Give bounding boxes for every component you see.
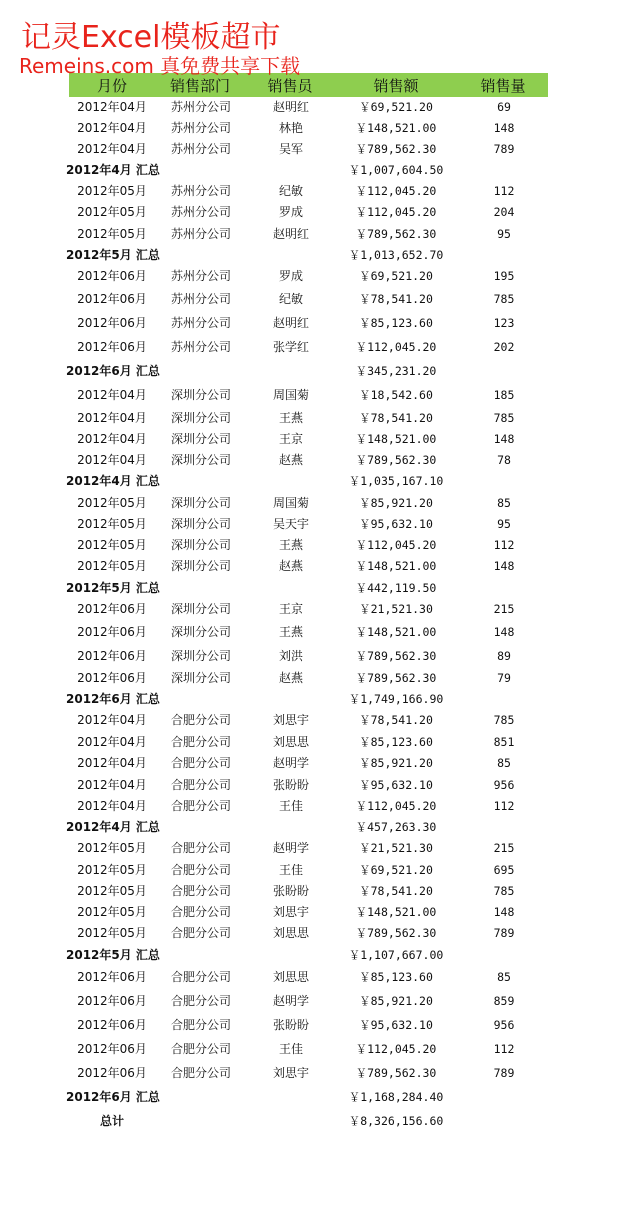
cell-department: 深圳分公司 <box>170 625 232 639</box>
cell-salesperson: 赵明学 <box>272 994 310 1008</box>
cell-sales-quantity: 112 <box>493 538 515 552</box>
cell-month: 2012年06月 <box>77 671 147 685</box>
cell-department: 苏州分公司 <box>170 340 232 354</box>
subtotal-label: 2012年5月 汇总 <box>66 248 160 262</box>
cell-sales-quantity: 78 <box>497 453 511 467</box>
cell-month: 2012年06月 <box>77 602 147 616</box>
cell-month: 2012年04月 <box>77 142 147 156</box>
cell-salesperson: 赵明红 <box>272 100 310 114</box>
table-row <box>0 838 617 858</box>
cell-sales-amount: ￥21,521.30 <box>359 841 433 855</box>
cell-sales-quantity: 859 <box>493 994 515 1008</box>
subtotal-amount: ￥1,007,604.50 <box>348 163 444 177</box>
table-row <box>0 97 617 117</box>
table-row <box>0 385 617 405</box>
cell-sales-amount: ￥85,921.20 <box>359 756 433 770</box>
cell-sales-amount: ￥95,632.10 <box>359 517 433 531</box>
cell-sales-quantity: 112 <box>493 1042 515 1056</box>
cell-sales-quantity: 202 <box>493 340 515 354</box>
table-row <box>0 991 617 1011</box>
cell-sales-amount: ￥148,521.00 <box>355 432 437 446</box>
cell-sales-quantity: 956 <box>493 778 515 792</box>
header-month: 月份 <box>96 77 128 95</box>
cell-salesperson: 赵燕 <box>278 559 304 573</box>
subtotal-row <box>0 1087 617 1107</box>
cell-salesperson: 周国菊 <box>272 496 310 510</box>
cell-salesperson: 王燕 <box>278 411 304 425</box>
header-sales-amount: 销售额 <box>373 77 419 95</box>
cell-month: 2012年04月 <box>77 778 147 792</box>
cell-salesperson: 赵明红 <box>272 227 310 241</box>
cell-sales-quantity: 789 <box>493 926 515 940</box>
cell-sales-amount: ￥85,921.20 <box>359 496 433 510</box>
cell-department: 合肥分公司 <box>170 1066 232 1080</box>
cell-sales-quantity: 69 <box>497 100 511 114</box>
cell-salesperson: 王京 <box>278 432 304 446</box>
cell-sales-quantity: 85 <box>497 970 511 984</box>
cell-sales-amount: ￥112,045.20 <box>355 538 437 552</box>
cell-sales-amount: ￥95,632.10 <box>359 778 433 792</box>
cell-sales-amount: ￥78,541.20 <box>359 713 433 727</box>
cell-department: 深圳分公司 <box>170 432 232 446</box>
cell-salesperson: 刘思思 <box>272 926 310 940</box>
subtotal-row <box>0 245 617 265</box>
table-row <box>0 408 617 428</box>
cell-sales-quantity: 956 <box>493 1018 515 1032</box>
cell-department: 苏州分公司 <box>170 316 232 330</box>
cell-month: 2012年06月 <box>77 269 147 283</box>
cell-month: 2012年06月 <box>77 1066 147 1080</box>
cell-department: 合肥分公司 <box>170 756 232 770</box>
cell-department: 深圳分公司 <box>170 649 232 663</box>
cell-department: 深圳分公司 <box>170 559 232 573</box>
cell-salesperson: 张盼盼 <box>272 884 310 898</box>
watermark-subtitle: Remeins.com 真免费共享下载 <box>19 54 301 78</box>
subtotal-amount: ￥457,263.30 <box>355 820 437 834</box>
cell-salesperson: 刘洪 <box>278 649 304 663</box>
cell-sales-amount: ￥95,632.10 <box>359 1018 433 1032</box>
subtotal-label: 2012年4月 汇总 <box>66 820 160 834</box>
table-row <box>0 860 617 880</box>
cell-month: 2012年05月 <box>77 884 147 898</box>
cell-salesperson: 王佳 <box>278 1042 304 1056</box>
header-department: 销售部门 <box>169 77 231 95</box>
cell-salesperson: 纪敏 <box>278 292 304 306</box>
subtotal-amount: ￥1,035,167.10 <box>348 474 444 488</box>
subtotal-amount: ￥1,107,667.00 <box>348 948 444 962</box>
subtotal-row <box>0 160 617 180</box>
cell-department: 合肥分公司 <box>170 778 232 792</box>
cell-sales-quantity: 148 <box>493 432 515 446</box>
cell-sales-quantity: 215 <box>493 841 515 855</box>
cell-sales-amount: ￥69,521.20 <box>359 863 433 877</box>
cell-department: 深圳分公司 <box>170 671 232 685</box>
cell-salesperson: 王燕 <box>278 538 304 552</box>
cell-sales-quantity: 695 <box>493 863 515 877</box>
cell-salesperson: 赵燕 <box>278 671 304 685</box>
cell-sales-amount: ￥78,541.20 <box>359 292 433 306</box>
cell-sales-amount: ￥148,521.00 <box>355 559 437 573</box>
cell-sales-amount: ￥85,123.60 <box>359 970 433 984</box>
cell-department: 深圳分公司 <box>170 538 232 552</box>
cell-sales-amount: ￥112,045.20 <box>355 340 437 354</box>
cell-salesperson: 纪敏 <box>278 184 304 198</box>
cell-sales-amount: ￥148,521.00 <box>355 625 437 639</box>
cell-department: 苏州分公司 <box>170 100 232 114</box>
cell-month: 2012年06月 <box>77 1018 147 1032</box>
cell-month: 2012年06月 <box>77 625 147 639</box>
table-row <box>0 1039 617 1059</box>
cell-department: 合肥分公司 <box>170 884 232 898</box>
table-row <box>0 622 617 642</box>
cell-salesperson: 吴天宇 <box>272 517 310 531</box>
table-row <box>0 732 617 752</box>
table-row <box>0 313 617 333</box>
table-row <box>0 337 617 357</box>
cell-month: 2012年05月 <box>77 205 147 219</box>
table-row <box>0 556 617 576</box>
cell-sales-quantity: 785 <box>493 411 515 425</box>
cell-sales-quantity: 148 <box>493 905 515 919</box>
cell-month: 2012年06月 <box>77 994 147 1008</box>
cell-salesperson: 赵明学 <box>272 841 310 855</box>
table-row <box>0 923 617 943</box>
cell-sales-amount: ￥148,521.00 <box>355 905 437 919</box>
cell-sales-amount: ￥148,521.00 <box>355 121 437 135</box>
cell-month: 2012年04月 <box>77 756 147 770</box>
table-row <box>0 289 617 309</box>
cell-salesperson: 张盼盼 <box>272 1018 310 1032</box>
cell-salesperson: 张盼盼 <box>272 778 310 792</box>
cell-sales-quantity: 112 <box>493 184 515 198</box>
cell-month: 2012年04月 <box>77 432 147 446</box>
cell-month: 2012年05月 <box>77 517 147 531</box>
cell-month: 2012年04月 <box>77 799 147 813</box>
table-row <box>0 599 617 619</box>
cell-department: 合肥分公司 <box>170 713 232 727</box>
cell-department: 深圳分公司 <box>170 453 232 467</box>
cell-salesperson: 刘思宇 <box>272 905 310 919</box>
cell-month: 2012年04月 <box>77 121 147 135</box>
cell-sales-amount: ￥21,521.30 <box>359 602 433 616</box>
cell-salesperson: 刘思思 <box>272 735 310 749</box>
cell-sales-quantity: 789 <box>493 1066 515 1080</box>
cell-month: 2012年04月 <box>77 713 147 727</box>
table-row <box>0 902 617 922</box>
cell-sales-amount: ￥112,045.20 <box>355 1042 437 1056</box>
watermark-title: 记灵Excel模板超市 <box>21 20 281 55</box>
cell-sales-quantity: 95 <box>497 517 511 531</box>
subtotal-row <box>0 361 617 381</box>
cell-salesperson: 罗成 <box>278 205 304 219</box>
cell-sales-quantity: 95 <box>497 227 511 241</box>
cell-sales-quantity: 851 <box>493 735 515 749</box>
cell-department: 合肥分公司 <box>170 799 232 813</box>
subtotal-amount: ￥1,168,284.40 <box>348 1090 444 1104</box>
table-row <box>0 450 617 470</box>
cell-sales-amount: ￥69,521.20 <box>359 269 433 283</box>
cell-sales-quantity: 123 <box>493 316 515 330</box>
table-row <box>0 881 617 901</box>
cell-sales-quantity: 89 <box>497 649 511 663</box>
cell-sales-quantity: 148 <box>493 559 515 573</box>
cell-salesperson: 王京 <box>278 602 304 616</box>
subtotal-row <box>0 471 617 491</box>
subtotal-label: 2012年6月 汇总 <box>66 1090 160 1104</box>
subtotal-row <box>0 689 617 709</box>
cell-sales-quantity: 148 <box>493 121 515 135</box>
cell-salesperson: 周国菊 <box>272 388 310 402</box>
subtotal-amount: ￥1,749,166.90 <box>348 692 444 706</box>
cell-salesperson: 林艳 <box>278 121 304 135</box>
cell-month: 2012年05月 <box>77 559 147 573</box>
subtotal-label: 2012年5月 汇总 <box>66 581 160 595</box>
table-row <box>0 967 617 987</box>
cell-sales-quantity: 79 <box>497 671 511 685</box>
cell-month: 2012年04月 <box>77 453 147 467</box>
cell-month: 2012年04月 <box>77 100 147 114</box>
cell-month: 2012年06月 <box>77 1042 147 1056</box>
cell-department: 合肥分公司 <box>170 1018 232 1032</box>
table-row <box>0 1015 617 1035</box>
cell-sales-quantity: 785 <box>493 292 515 306</box>
cell-department: 合肥分公司 <box>170 735 232 749</box>
cell-salesperson: 赵明红 <box>272 316 310 330</box>
cell-salesperson: 吴军 <box>278 142 304 156</box>
cell-salesperson: 赵明学 <box>272 756 310 770</box>
cell-month: 2012年05月 <box>77 227 147 241</box>
cell-sales-amount: ￥789,562.30 <box>355 453 437 467</box>
cell-sales-quantity: 185 <box>493 388 515 402</box>
cell-sales-amount: ￥85,921.20 <box>359 994 433 1008</box>
grand-total-row <box>0 1111 617 1131</box>
table-row <box>0 796 617 816</box>
cell-sales-quantity: 785 <box>493 884 515 898</box>
cell-sales-quantity: 112 <box>493 799 515 813</box>
subtotal-row <box>0 817 617 837</box>
header-sales-quantity: 销售量 <box>480 77 526 95</box>
cell-sales-quantity: 789 <box>493 142 515 156</box>
subtotal-amount: ￥345,231.20 <box>355 364 437 378</box>
cell-sales-amount: ￥789,562.30 <box>355 926 437 940</box>
grand-total-amount: ￥8,326,156.60 <box>348 1114 444 1128</box>
cell-salesperson: 张学红 <box>272 340 310 354</box>
cell-department: 苏州分公司 <box>170 269 232 283</box>
cell-department: 合肥分公司 <box>170 1042 232 1056</box>
cell-salesperson: 赵燕 <box>278 453 304 467</box>
subtotal-amount: ￥442,119.50 <box>355 581 437 595</box>
cell-salesperson: 罗成 <box>278 269 304 283</box>
cell-sales-amount: ￥85,123.60 <box>359 735 433 749</box>
table-row <box>0 535 617 555</box>
cell-sales-quantity: 785 <box>493 713 515 727</box>
table-row <box>0 646 617 666</box>
cell-sales-amount: ￥112,045.20 <box>355 184 437 198</box>
cell-month: 2012年04月 <box>77 411 147 425</box>
cell-salesperson: 王佳 <box>278 799 304 813</box>
table-row <box>0 181 617 201</box>
cell-month: 2012年05月 <box>77 496 147 510</box>
cell-month: 2012年04月 <box>77 388 147 402</box>
cell-sales-amount: ￥18,542.60 <box>359 388 433 402</box>
cell-salesperson: 刘思宇 <box>272 713 310 727</box>
header-salesperson: 销售员 <box>267 77 313 95</box>
cell-department: 苏州分公司 <box>170 142 232 156</box>
cell-sales-quantity: 204 <box>493 205 515 219</box>
cell-sales-amount: ￥85,123.60 <box>359 316 433 330</box>
cell-salesperson: 刘思宇 <box>272 1066 310 1080</box>
cell-department: 合肥分公司 <box>170 970 232 984</box>
cell-sales-amount: ￥789,562.30 <box>355 1066 437 1080</box>
table-row <box>0 1063 617 1083</box>
subtotal-label: 2012年6月 汇总 <box>66 364 160 378</box>
grand-total-label: 总计 <box>100 1114 125 1128</box>
subtotal-label: 2012年6月 汇总 <box>66 692 160 706</box>
subtotal-row <box>0 578 617 598</box>
cell-month: 2012年04月 <box>77 735 147 749</box>
cell-department: 深圳分公司 <box>170 496 232 510</box>
cell-month: 2012年05月 <box>77 863 147 877</box>
table-row <box>0 266 617 286</box>
cell-department: 苏州分公司 <box>170 205 232 219</box>
table-row <box>0 710 617 730</box>
table-row <box>0 224 617 244</box>
cell-department: 苏州分公司 <box>170 292 232 306</box>
cell-department: 苏州分公司 <box>170 227 232 241</box>
table-row <box>0 118 617 138</box>
cell-sales-amount: ￥112,045.20 <box>355 205 437 219</box>
cell-department: 合肥分公司 <box>170 863 232 877</box>
cell-month: 2012年06月 <box>77 292 147 306</box>
table-row <box>0 753 617 773</box>
cell-sales-amount: ￥789,562.30 <box>355 671 437 685</box>
table-row <box>0 139 617 159</box>
cell-month: 2012年05月 <box>77 841 147 855</box>
cell-department: 深圳分公司 <box>170 411 232 425</box>
cell-department: 苏州分公司 <box>170 121 232 135</box>
cell-month: 2012年06月 <box>77 649 147 663</box>
cell-month: 2012年06月 <box>77 970 147 984</box>
cell-department: 苏州分公司 <box>170 184 232 198</box>
cell-sales-amount: ￥112,045.20 <box>355 799 437 813</box>
cell-month: 2012年06月 <box>77 316 147 330</box>
cell-sales-quantity: 85 <box>497 756 511 770</box>
table-row <box>0 775 617 795</box>
subtotal-row <box>0 945 617 965</box>
table-row <box>0 429 617 449</box>
cell-sales-amount: ￥789,562.30 <box>355 227 437 241</box>
cell-sales-amount: ￥78,541.20 <box>359 411 433 425</box>
cell-department: 合肥分公司 <box>170 905 232 919</box>
cell-department: 合肥分公司 <box>170 994 232 1008</box>
cell-sales-quantity: 148 <box>493 625 515 639</box>
subtotal-label: 2012年4月 汇总 <box>66 163 160 177</box>
cell-sales-quantity: 215 <box>493 602 515 616</box>
cell-salesperson: 王燕 <box>278 625 304 639</box>
cell-salesperson: 王佳 <box>278 863 304 877</box>
subtotal-amount: ￥1,013,652.70 <box>348 248 444 262</box>
cell-sales-amount: ￥69,521.20 <box>359 100 433 114</box>
subtotal-label: 2012年4月 汇总 <box>66 474 160 488</box>
cell-department: 合肥分公司 <box>170 926 232 940</box>
table-row <box>0 493 617 513</box>
cell-month: 2012年05月 <box>77 905 147 919</box>
cell-sales-quantity: 195 <box>493 269 515 283</box>
cell-month: 2012年05月 <box>77 926 147 940</box>
cell-month: 2012年05月 <box>77 538 147 552</box>
table-row <box>0 202 617 222</box>
cell-salesperson: 刘思思 <box>272 970 310 984</box>
cell-sales-quantity: 85 <box>497 496 511 510</box>
table-row <box>0 514 617 534</box>
subtotal-label: 2012年5月 汇总 <box>66 948 160 962</box>
cell-department: 深圳分公司 <box>170 388 232 402</box>
table-row <box>0 668 617 688</box>
cell-department: 合肥分公司 <box>170 841 232 855</box>
cell-department: 深圳分公司 <box>170 602 232 616</box>
cell-department: 深圳分公司 <box>170 517 232 531</box>
cell-month: 2012年06月 <box>77 340 147 354</box>
cell-sales-amount: ￥78,541.20 <box>359 884 433 898</box>
cell-sales-amount: ￥789,562.30 <box>355 142 437 156</box>
cell-month: 2012年05月 <box>77 184 147 198</box>
cell-sales-amount: ￥789,562.30 <box>355 649 437 663</box>
